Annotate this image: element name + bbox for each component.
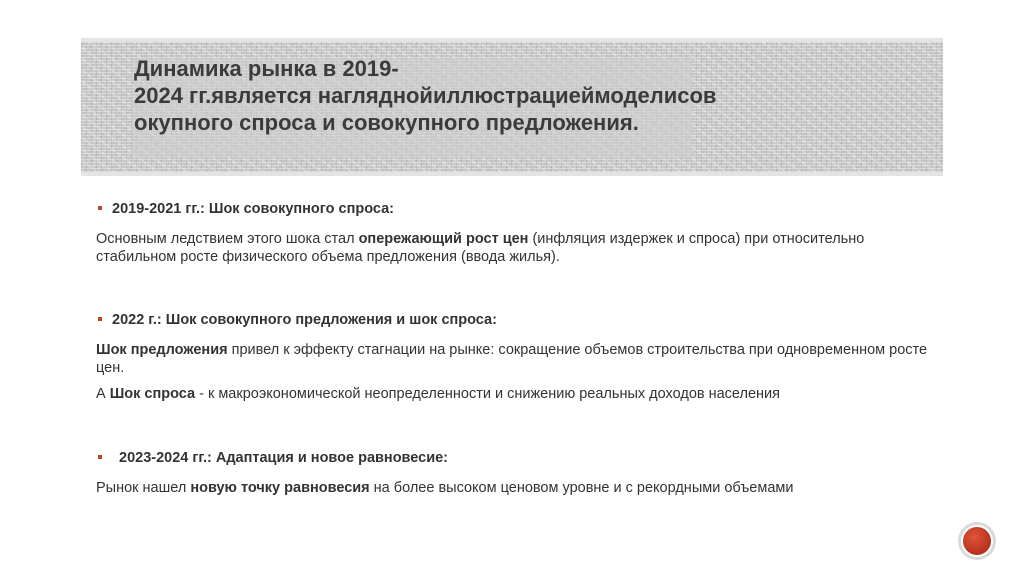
section-2-paragraph-2 <box>96 385 936 403</box>
section-3-heading-text: 2023-2024 гг.: Адаптация и новое равновесие: <box>119 450 449 466</box>
section-3-p1-before: Рынок нашел <box>96 480 191 496</box>
section-1-p1-after: (инфляция издержек и спроса) при относительно стабильном росте физического объема предложения (ввода жилья). <box>96 231 865 265</box>
bullet-square-icon <box>98 455 102 459</box>
section-3-paragraph <box>96 479 936 497</box>
slide-logo-inner <box>961 525 993 557</box>
section-3-p1-bold: новую точку равновесия <box>190 480 370 496</box>
section-1-paragraph <box>96 230 936 266</box>
section-2-heading-text: 2022 г.: Шок совокупного предложения и шок спроса: <box>112 312 497 328</box>
section-3-p1-after: на более высоком ценовом уровне и с рекордными объемами <box>369 480 794 496</box>
slide-title-line-3: окупного спроса и совокупного предложения. <box>134 110 639 135</box>
section-2-heading <box>96 311 936 329</box>
section-2-p2-after: - к макроэкономической неопределенности и снижению реальных доходов населения <box>195 386 780 402</box>
bullet-square-icon <box>98 317 102 321</box>
bullet-square-icon <box>98 206 102 210</box>
slide-title-line-2: 2024 гг.является нагляднойиллюстрациеймоделисов <box>134 83 717 108</box>
slide-logo-icon <box>958 522 996 560</box>
section-3-heading <box>96 449 936 467</box>
slide-title-line-1: Динамика рынка в 2019- <box>134 56 399 81</box>
section-1-heading <box>96 200 936 218</box>
section-2-p2-before: А <box>96 386 110 402</box>
section-2-p1-after: привел к эффекту стагнации на рынке: сокращение объемов строительства при одновременном росте цен. <box>96 342 928 376</box>
section-1-p1-before: Основным ледствием этого шока стал <box>96 231 359 247</box>
section-1-p1-bold: опережающий рост цен <box>358 231 529 247</box>
slide-content <box>96 200 936 505</box>
slide-title <box>134 55 854 136</box>
section-2-p2-bold: Шок спроса <box>109 386 196 402</box>
section-1-heading-text: 2019-2021 гг.: Шок совокупного спроса: <box>112 201 395 217</box>
section-2-p1-bold: Шок предложения <box>96 342 228 358</box>
section-2-paragraph-1 <box>96 341 936 377</box>
